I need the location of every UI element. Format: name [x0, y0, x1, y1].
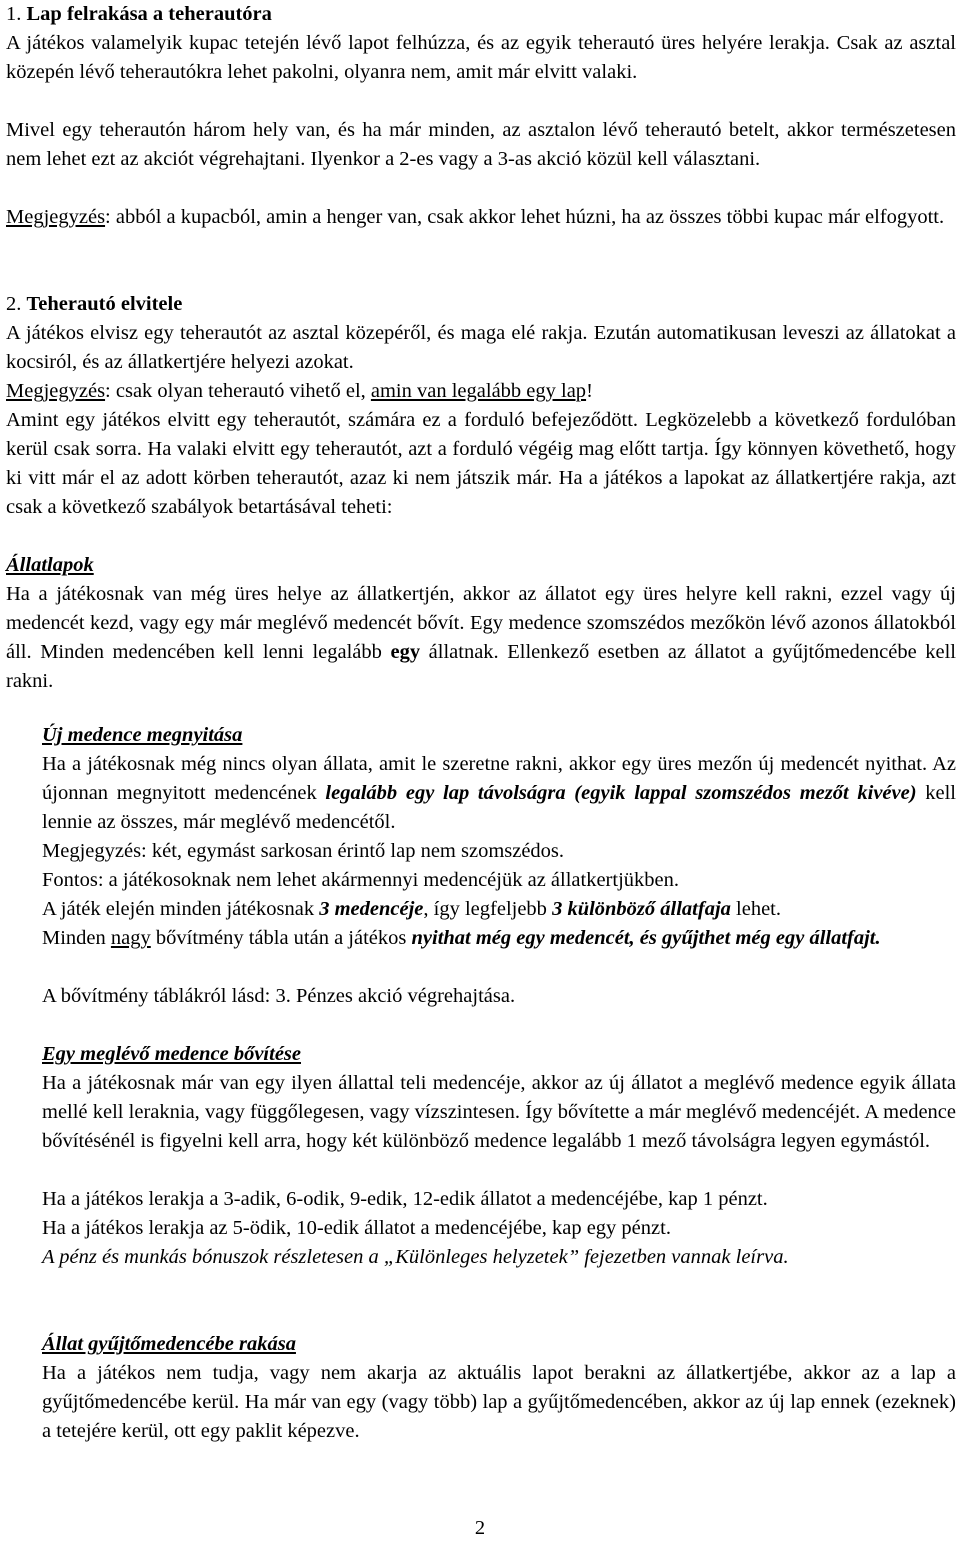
- new-pool-p4-e: lehet.: [730, 898, 781, 920]
- new-pool-p5-underlined: nagy: [110, 927, 151, 949]
- section-2-note-text: : csak olyan teherautó vihető el,: [105, 380, 371, 402]
- new-pool-paragraph-5: [42, 924, 956, 953]
- page-number: 2: [474, 1517, 486, 1539]
- new-pool-heading: Új medence megnyitása: [42, 724, 243, 746]
- section-2-number: 2.: [6, 293, 27, 315]
- section-2-note-label: Megjegyzés: [6, 380, 106, 402]
- expand-pool-paragraph-3: Ha a játékos lerakja az 5-ödik, 10-edik állatot a medencéjébe, kap egy pénzt.: [42, 1217, 671, 1239]
- new-pool-p5-b: bővítmény tábla után a játékos: [150, 927, 412, 949]
- new-pool-p4-c: , így legfeljebb: [423, 898, 553, 920]
- new-pool-paragraph-1: [42, 750, 956, 837]
- section-2-heading: [6, 290, 956, 319]
- section-1-heading: [6, 0, 956, 29]
- new-pool-paragraph-4: [42, 895, 956, 924]
- expand-pool-paragraph-2: Ha a játékos lerakja a 3-adik, 6-odik, 9-edik, 12-edik állatot a medencéjébe, kap 1 pénzt.: [42, 1188, 768, 1210]
- section-1-paragraph-1: A játékos valamelyik kupac tetején lévő lapot felhúzza, és az egyik teherautó üres helyére lerakja. Csak az asztal közepén lévő teherautókra lehet pakolni, olyanra nem, amit már elvitt valaki.: [6, 32, 956, 83]
- section-1-note-text: : abból a kupacból, amin a henger van, csak akkor lehet húzni, ha az összes többi kupac már elfogyott.: [105, 206, 945, 228]
- section-2-note-underlined: amin van legalább egy lap: [370, 380, 587, 402]
- collect-pool-heading: Állat gyűjtőmedencébe rakása: [42, 1333, 296, 1355]
- section-1-title: Lap felrakása a teherautóra: [26, 3, 272, 25]
- new-pool-p5-a: Minden: [42, 927, 111, 949]
- animal-cards-heading: Állatlapok: [6, 554, 94, 576]
- new-pool-paragraph-6: A bővítmény táblákról lásd: 3. Pénzes akció végrehajtása.: [42, 985, 516, 1007]
- animal-cards-paragraph: [6, 580, 956, 696]
- new-pool-paragraph-3: Fontos: a játékosoknak nem lehet akármennyi medencéjük az állatkertjükben.: [42, 869, 679, 891]
- section-1-paragraph-2: Mivel egy teherautón három hely van, és ha már minden, az asztalon lévő teherautó betelt, akkor természetesen nem lehet ezt az akciót végrehajtani. Ilyenkor a 2-es vagy a 3-as akció közül kell választani.: [6, 119, 956, 170]
- expand-pool-paragraph-4: A pénz és munkás bónuszok részletesen a „Különleges helyzetek” fejezetben vannak leírva.: [42, 1246, 789, 1268]
- section-1-note: [6, 203, 956, 232]
- section-2-paragraph-1: A játékos elvisz egy teherautót az asztal közepéről, és maga elé rakja. Ezután automatikusan leveszi az állatokat a kocsiról, és az állatkertjére helyezi azokat.: [6, 322, 956, 373]
- animal-cards-bold-word: egy: [390, 641, 421, 663]
- section-2-note: [6, 377, 956, 406]
- new-pool-text-start: Ha a játékosnak még nincs olyan állata, amit le szeretne rakni, akkor egy üres mezőn új medencét nyithat. Az újonnan megnyitott medencének: [42, 753, 956, 804]
- new-pool-paragraph-2: Megjegyzés: két, egymást sarkosan érintő lap nem szomszédos.: [42, 840, 565, 862]
- expand-pool-paragraph-1: Ha a játékosnak már van egy ilyen állattal teli medencéje, akkor az új állatot a meglévő medence egyik állata mellé kell leraknia, vagy függőlegesen, vagy vízszintesen. Így bővítette a már meglévő medencéjét. A medence bővítésénél is figyelni kell arra, hogy két különböző medence legalább 1 mező távolságra legyen egymástól.: [42, 1072, 956, 1152]
- section-2-title: Teherautó elvitele: [26, 293, 183, 315]
- expand-pool-heading: Egy meglévő medence bővítése: [42, 1043, 301, 1065]
- new-pool-p4-a: A játék elején minden játékosnak: [42, 898, 320, 920]
- section-2-paragraph-2: Amint egy játékos elvitt egy teherautót, számára ez a forduló befejeződött. Legközelebb a következő fordulóban kerül csak sorra. Ha valaki elvitt egy teherautót, azt a forduló végéig mag előtt tartja. Így könnyen követhető, hogy ki vitt már el az adott körben teherautót, azaz ki nem játszik már. Ha a játékos a lapokat az állatkertjére rakja, azt csak a következő szabályok betartásával teheti:: [6, 409, 956, 518]
- animal-cards-text-end: állatnak. Ellenkező esetben az állatot a gyűjtőmedencébe kell rakni.: [6, 641, 956, 692]
- new-pool-p4-d: 3 különböző állatfaja: [552, 898, 731, 920]
- animal-cards-text-start: Ha a játékosnak van még üres helye az állatkertjén, akkor az állatot egy üres helyre kell rakni, ezzel vagy új medencét kezd, vagy egy már meglévő medencét bővít. Egy medence szomszédos mezőkön lévő azonos állatokból áll. Minden medencében kell lenni legalább: [6, 583, 956, 663]
- section-2-note-end: !: [586, 380, 593, 402]
- new-pool-emphasis: legalább egy lap távolságra (egyik lappal szomszédos mezőt kivéve): [325, 782, 917, 804]
- section-1-number: 1.: [6, 3, 27, 25]
- new-pool-text-end: kell lennie az összes, már meglévő medencétől.: [42, 782, 956, 833]
- section-1-note-label: Megjegyzés: [6, 206, 106, 228]
- new-pool-p4-b: 3 medencéje: [319, 898, 424, 920]
- collect-pool-paragraph: Ha a játékos nem tudja, vagy nem akarja az aktuális lapot berakni az állatkertjébe, akkor az a lap a gyűjtőmedencébe kerül. Ha már van egy (vagy több) lap a gyűjtőmedencében, akkor az új lap ennek (ezeknek) a tetejére kerül, ott egy paklit képezve.: [42, 1362, 956, 1442]
- new-pool-p5-emphasis: nyithat még egy medencét, és gyűjthet még egy állatfajt.: [411, 927, 881, 949]
